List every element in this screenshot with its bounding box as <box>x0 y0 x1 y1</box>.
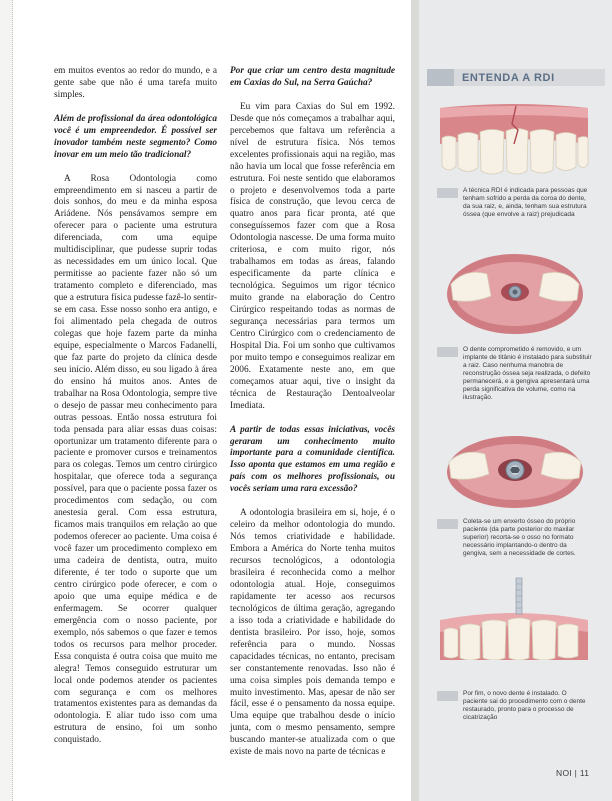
caption-text: O dente comprometido é removido, e um implante de titânio é instalado para substituir a raiz. Caso nenhuma manobra de reconstrução óssea seja realizada, o defeito permanecerá, e a gengiva apresentará uma perda significativa de volume, como na ilustração. <box>463 346 592 401</box>
sidebar-gutter <box>411 0 419 801</box>
sidebar-title: ENTENDA A RDI <box>462 71 555 84</box>
caption-tab <box>437 691 458 701</box>
caption-4 <box>437 690 595 722</box>
interview-question: A partir de todas essas iniciativas, vocês geraram um conhecimento muito importante para a comunidade científica. Isso aponta que estamos em uma região e país com os melhores profissionais, ou vocês seriam uma rara excessão? <box>230 424 395 495</box>
caption-2 <box>437 346 595 402</box>
article-paragraph: A Rosa Odontologia como empreendimento em si nasceu a partir de dois sonhos, do meu e da minha esposa Ariádene. Nós pensávamos sempre em oferecer para o paciente uma estrutura diferenciada, com uma equipe multidisciplinar, que pudesse suprir todas as necessidades em um único local. Que permitisse ao paciente fazer não só um tratamento completo e diferenciado, mas que a estrutura física pudesse fazê-lo sentir-se em casa. Esse nosso sonho era antigo, e foi alimentado pela chegada de outros colegas que hoje fazem parte da minha equipe, especialmente o Marcos Fadanelli, que faz parte do projeto da clínica desde seu início. Além disso, eu sou ligado à área do ensino há muitos anos. Antes de trabalhar na Rosa Odontologia, sempre tive o desejo de passar meu conhecimento para outras pessoas. Então nossa estrutura foi toda pensada para aliar essas duas coisas: oportunizar um tratamento diferente para o paciente e promover cursos e treinamentos para os colegas. Temos um centro cirúrgico hospitalar, que oferece toda a segurança possível, para que o paciente possa fazer os procedimentos com sedação, ou com anestesia geral. Com essa estrutura, ficamos mais tranquilos em relação ao que podemos oferecer ao paciente. Uma coisa é você fazer um procedimento complexo em uma cadeira de dentista, outra, muito diferente, é ter todo o suporte que um centro cirúrgico pode oferecer, e com o apoio que uma equipe médica e de enfermagem. Se ocorrer qualquer emergência com o nosso paciente, por exemplo, nós sabemos o que fazer e temos todos os recursos para melhor proceder. Essa conquista é outra coisa que muito me alegra! Temos conseguido estruturar um local onde podemos atender os pacientes com segurança e com os melhores tratamentos existentes para as demandas da odontologia. E aliar tudo isso com uma estrutura de ensino, foi um sonho conquistado. <box>54 173 217 746</box>
article-paragraph: em muitos eventos ao redor do mundo, e a gente sabe que não é uma tarefa muito simples. <box>54 66 217 100</box>
caption-text: Por fim, o novo dente é instalado. O paciente sai do procedimento com o dente restaurado, pronto para o processo de cicatrização <box>463 690 586 721</box>
interview-question: Além de profissional da área odontológica você é um empreendedor. É possível ser inovador também neste segmento? Como inovar em um meio tão tradicional? <box>54 113 217 160</box>
implant-socket-illustration <box>445 250 585 338</box>
caption-tab <box>437 188 458 198</box>
sidebar-header-accent <box>427 69 454 86</box>
caption-text: A técnica RDI é indicada para pessoas que tenham sofrido a perda da coroa do dente, da sua raiz, e, ainda, tenham sua estrutura óssea (que envolve a raiz) prejudicada <box>463 187 588 218</box>
interview-question: Por que criar um centro desta magnitude em Caxias do Sul, na Serra Gaúcha? <box>230 66 395 88</box>
caption-tab <box>437 519 458 529</box>
article-paragraph: Eu vim para Caxias do Sul em 1992. Desde que nós começamos a trabalhar aqui, percebemos que faltava um referência a nível de estrutura física. Nós temos excelentes profissionais aqui na região, mas não havia um local que fosse referência em estrutura. Foi neste sentido que elaboramos o projeto e desenvolvemos toda a parte física de construção, que levou cerca de quatro anos para ficar pronta, até que conseguíssemos fazer com que a Rosa Odontologia nascesse. De uma forma muito criteriosa, e com muito rigor, nós trabalhamos em todas as áreas, falando especificamente da parte clínica e tecnológica. Seguimos um rigor técnico muito grande na elaboração do Centro Cirúrgico respeitando todas as normas de segurança necessárias para termos um Centro Cirúrgico com o credenciamento de Hospital Dia. Foi um sonho que cultivamos por muito tempo e conseguimos realizar em 2006. Exatamente neste ano, em que começamos atuar aqui, tive o insight da técnica de Restauração Dentoalveolar Imediata. <box>230 101 395 411</box>
caption-1 <box>437 187 595 219</box>
page-number: NOI | 11 <box>556 768 590 778</box>
sidebar-header <box>427 69 605 86</box>
teeth-illustration-1 <box>438 104 590 176</box>
bone-graft-illustration <box>445 432 585 512</box>
restored-tooth-illustration <box>438 576 590 660</box>
article-column-1 <box>54 66 217 759</box>
caption-3 <box>437 518 595 558</box>
page-gutter-left <box>0 0 13 801</box>
caption-tab <box>437 347 458 357</box>
article-paragraph: A odontologia brasileira em si, hoje, é o celeiro da melhor odontologia do mundo. Nós temos criatividade e habilidade. Embora a América do Norte tenha muitos recursos tecnológicos, a odontologia brasileira é reconhecida como a melhor odontologia atual. Hoje, conseguimos rapidamente ter acesso aos recursos tecnológicos de última geração, agregando a isso toda a criatividade e habilidade do dentista brasileiro. Por isso, hoje, somos referência para o mundo. Nossas capacidades técnicas, no entanto, precisam ser constantemente renovadas. Isso não é uma coisa simples pois demanda tempo e muito investimento. Mas, apesar de não ser fácil, esse é o pensamento da nossa equipe. Uma equipe que trabalhou desde o início junta, com o mesmo pensamento, sempre buscando manter-se atualizada com o que existe de mais novo na parte de técnicas e <box>230 508 395 758</box>
caption-text: Coleta-se um enxerto ósseo do próprio paciente (da parte posterior do maxilar superior) recorta-se o osso no formato necessário implantando-o dentro da gengiva, sem a necessidade de cortes. <box>463 518 576 557</box>
article-column-2 <box>230 66 395 771</box>
